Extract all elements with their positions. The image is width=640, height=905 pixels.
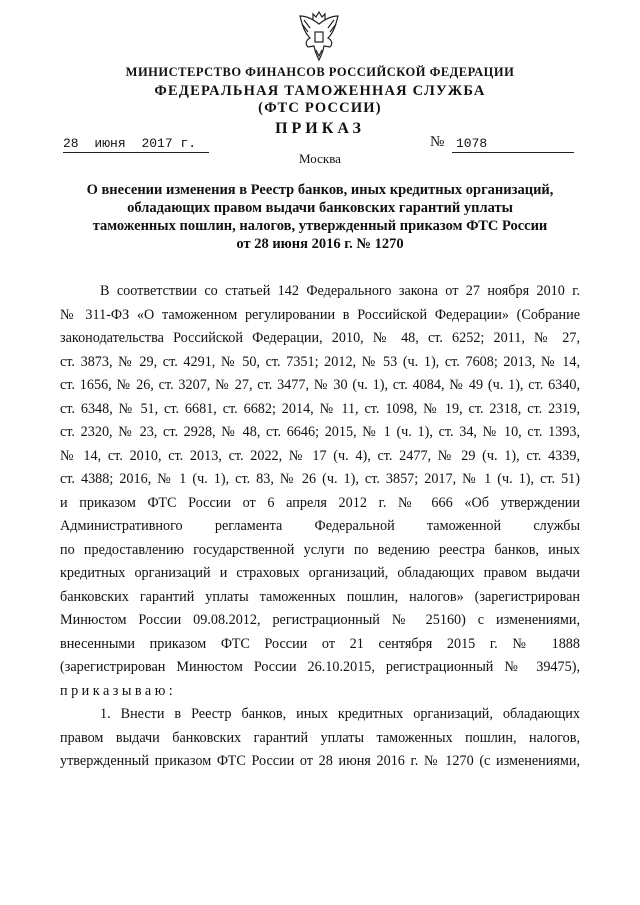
body-line: ст. 4388; 2016, № 1 (ч. 1), ст. 83, № 26 (ч. 1), ст. 3857; 2017, № 1 (ч. 1), ст. 51)	[60, 471, 580, 487]
document-type: ПРИКАЗ	[275, 120, 365, 137]
body-line: внесенными приказом ФТС России от 21 сентября 2015 г. № 1888	[60, 635, 580, 652]
body-line: по предоставлению государственной услуги по ведению реестра банков, иных	[60, 541, 580, 558]
body-line: ст. 2320, № 23, ст. 2928, № 48, ст. 6646; 2015, № 1 (ч. 1), ст. 34, № 10, ст. 1393,	[60, 424, 580, 440]
date-day: 28	[63, 136, 79, 151]
document-body	[60, 280, 580, 774]
body-line: законодательства Российской Федерации, 2010, № 48, ст. 6252; 2011, № 27,	[60, 330, 580, 346]
service-abbreviation: (ФТС РОССИИ)	[258, 100, 382, 116]
body-line: ст. 6348, № 51, ст. 6681, ст. 6682; 2014, № 11, ст. 1098, № 19, ст. 2318, ст. 2319,	[60, 400, 580, 417]
order-number: 1078	[456, 136, 488, 151]
document-title	[70, 181, 570, 253]
service-name: ФЕДЕРАЛЬНАЯ ТАМОЖЕННАЯ СЛУЖБА	[154, 83, 486, 99]
body-line: 1. Внести в Реестр банков, иных кредитных организаций, обладающих	[100, 706, 580, 722]
body-line: № 311-ФЗ «О таможенном регулировании в Российской Федерации» (Собрание	[60, 306, 580, 323]
title-line: обладающих правом выдачи банковских гарантий уплаты	[127, 200, 513, 216]
body-line: банковских гарантий уплаты таможенных пошлин, налогов» (зарегистрирован	[60, 588, 580, 605]
body-line: (зарегистрирован Минюстом России 26.10.2015, регистрационный № 39475),	[60, 659, 580, 675]
body-line: Минюстом России 09.08.2012, регистрационный № 25160) с изменениями,	[60, 612, 580, 628]
body-line: Административного регламента Федеральной таможенной службы	[60, 518, 580, 534]
number-label: №	[430, 134, 445, 150]
date-year: 2017 г.	[141, 136, 197, 151]
ministry-name: МИНИСТЕРСТВО ФИНАНСОВ РОССИЙСКОЙ ФЕДЕРАЦИИ	[125, 65, 515, 79]
coat-of-arms-emblem	[296, 10, 342, 64]
city: Москва	[299, 151, 341, 166]
body-line: № 14, ст. 2010, ст. 2013, ст. 2022, № 17 (ч. 4), ст. 2477, № 29 (ч. 1), ст. 4339,	[60, 447, 580, 464]
title-line: от 28 июня 2016 г. № 1270	[236, 236, 404, 252]
body-line: В соответствии со статьей 142 Федерального закона от 27 ноября 2010 г.	[100, 283, 580, 299]
title-line: О внесении изменения в Реестр банков, иных кредитных организаций,	[86, 182, 554, 198]
body-line: кредитных организаций и страховых организаций, обладающих правом выдачи	[60, 565, 580, 581]
date-month: июня	[94, 136, 126, 151]
title-line: таможенных пошлин, налогов, утвержденный приказом ФТС России	[92, 218, 548, 234]
body-line: ст. 1656, № 26, ст. 3207, № 27, ст. 3477, № 30 (ч. 1), ст. 4084, № 49 (ч. 1), ст. 6340,	[60, 377, 580, 393]
body-line: утвержденный приказом ФТС России от 28 июня 2016 г. № 1270 (с изменениями,	[60, 753, 580, 769]
body-line: ст. 3873, № 29, ст. 4291, № 50, ст. 7351; 2012, № 53 (ч. 1), ст. 7608; 2013, № 14,	[60, 353, 580, 370]
body-line: и приказом ФТС России от 6 апреля 2012 г. № 666 «Об утверждении	[60, 494, 580, 511]
body-line-command: приказываю:	[60, 682, 177, 699]
body-line: правом выдачи банковских гарантий уплаты таможенных пошлин, налогов,	[60, 729, 580, 746]
